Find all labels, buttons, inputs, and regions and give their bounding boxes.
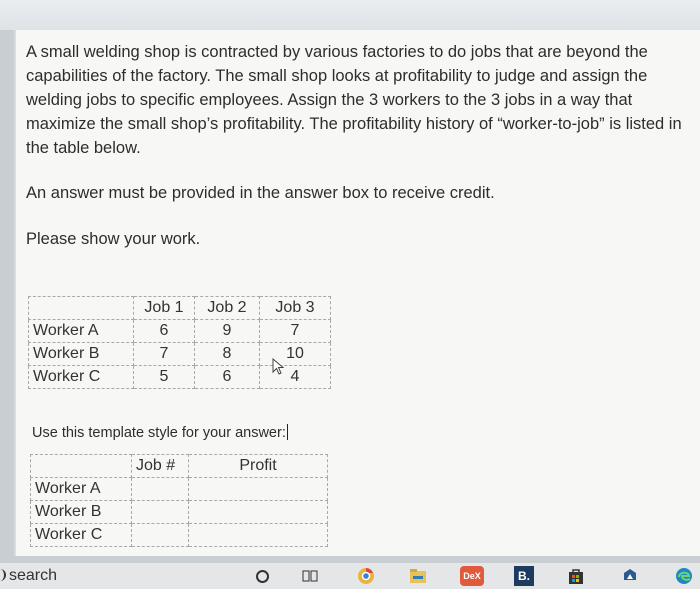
template-input-cell[interactable] [189, 478, 328, 501]
table-cell: 4 [260, 366, 331, 389]
table-cell: 8 [195, 343, 260, 366]
table-header-cell: Job 1 [134, 297, 195, 320]
template-label-text: Use this template style for your answer: [32, 425, 286, 441]
table-cell: 7 [134, 343, 195, 366]
b-app-icon[interactable] [514, 566, 534, 586]
answer-note: An answer must be provided in the answer box to receive credit. [26, 184, 495, 202]
question-prompt [26, 40, 696, 160]
cortana-icon[interactable] [252, 566, 272, 586]
file-explorer-icon[interactable] [408, 566, 428, 586]
template-input-cell[interactable] [132, 501, 189, 524]
template-cell: Worker A [31, 478, 132, 501]
vpn-icon[interactable] [620, 566, 640, 586]
table-cell: 6 [134, 320, 195, 343]
store-icon[interactable] [566, 566, 586, 586]
edge-icon[interactable] [674, 566, 694, 586]
template-cell: Worker B [31, 501, 132, 524]
table-cell: 7 [260, 320, 331, 343]
cursor-icon [272, 358, 286, 376]
table-header-cell [29, 297, 134, 320]
template-input-cell[interactable] [189, 501, 328, 524]
table-cell: 9 [195, 320, 260, 343]
search-icon [0, 569, 6, 581]
template-header-cell [31, 455, 132, 478]
table-cell: 6 [195, 366, 260, 389]
table-cell: Worker B [29, 343, 134, 366]
question-card [14, 30, 700, 556]
answer-template-table[interactable] [30, 454, 328, 547]
chrome-icon[interactable] [356, 566, 376, 586]
template-header-row [31, 455, 328, 478]
table-header-row [29, 297, 331, 320]
template-input-cell[interactable] [132, 524, 189, 547]
template-label [32, 424, 288, 441]
template-header-cell: Profit [189, 455, 328, 478]
prompt-text: A small welding shop is contracted by various factories to do jobs that are beyond the capabilities of the factory. The small shop looks at profitability to judge and assign the welding jobs to specific employees. Assign the 3 workers to the 3 jobs in a way that maximize the small shop’s profitability. The profitability history of “worker-to-job” is listed in the table below. [26, 43, 682, 157]
text-caret [287, 424, 288, 440]
template-input-cell[interactable] [132, 478, 189, 501]
table-cell: 5 [134, 366, 195, 389]
dex-icon[interactable] [460, 566, 484, 586]
template-row [31, 501, 328, 524]
template-row [31, 478, 328, 501]
table-header-cell: Job 3 [260, 297, 331, 320]
taskbar-search[interactable] [0, 567, 57, 585]
task-view-icon[interactable] [300, 566, 320, 586]
table-cell: 10 [260, 343, 331, 366]
top-strip [0, 0, 700, 30]
dex-label: DeX [463, 571, 481, 581]
table-row [29, 320, 331, 343]
search-label: search [9, 567, 58, 584]
taskbar [0, 563, 700, 589]
template-input-cell[interactable] [189, 524, 328, 547]
b-app-label: B. [518, 569, 530, 583]
table-cell: Worker A [29, 320, 134, 343]
template-cell: Worker C [31, 524, 132, 547]
template-row [31, 524, 328, 547]
template-header-cell: Job # [132, 455, 189, 478]
table-header-cell: Job 2 [195, 297, 260, 320]
work-note: Please show your work. [26, 230, 201, 248]
table-cell: Worker C [29, 366, 134, 389]
